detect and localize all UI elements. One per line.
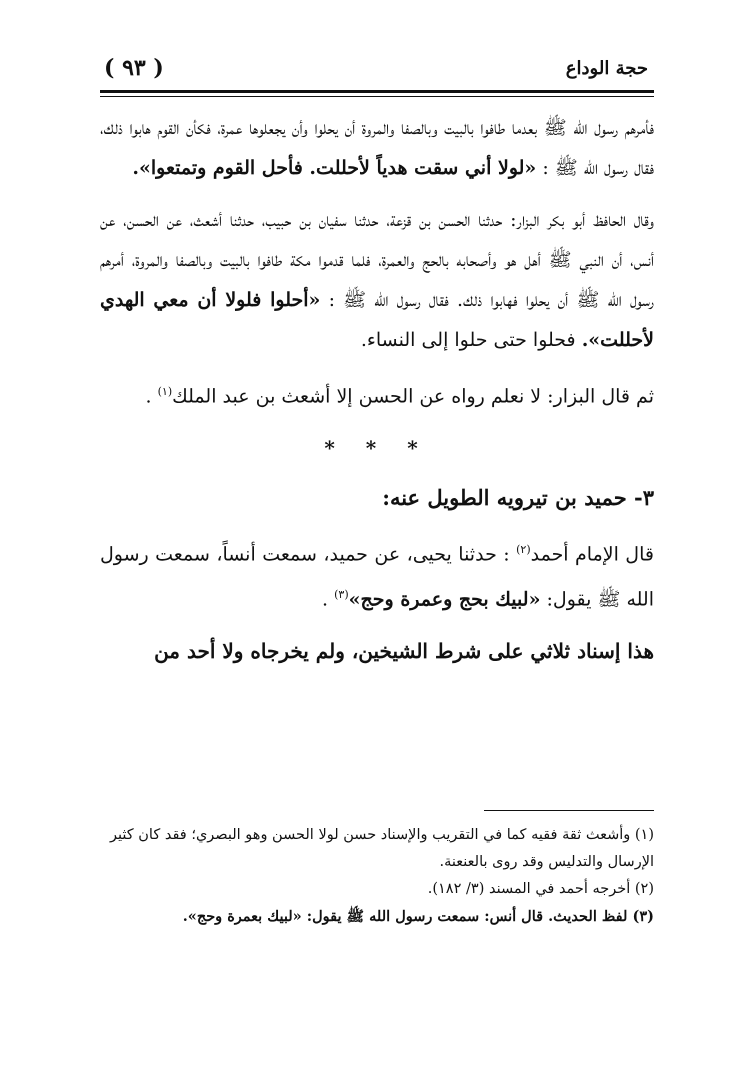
footnote-ref-2: (٢) xyxy=(516,543,531,557)
main-text xyxy=(100,108,654,683)
footnote-ref-3: (٣) xyxy=(334,587,349,601)
paragraph-4-end: . xyxy=(322,587,335,610)
paragraph-4-a: قال الإمام أحمد xyxy=(530,543,654,566)
section-separator: * * * xyxy=(324,436,430,461)
paragraph-1-quote: «لولا أني سقت هدياً لأحللت. فأحل القوم وتمتعوا». xyxy=(132,157,537,179)
running-title: حجة الوداع xyxy=(565,58,648,79)
paragraph-1 xyxy=(100,108,654,188)
paragraph-5: هذا إسناد ثلاثي على شرط الشيخين، ولم يخرجاه ولا أحد من xyxy=(154,638,654,663)
paragraph-2-text: وقال الحافظ أبو بكر البزار: حدثنا الحسن بن قزعة، حدثنا سفيان بن حبيب، حدثنا أشعث، عن الحسن، عن أنس، أن النبي ﷺ أهل هو وأصحابه بالحج والعمرة، فلما قدموا مكة طافوا بالبيت وبالصفا والمروة، أمرهم رسول الله ﷺ أن يحلوا فهابوا ذلك. فقال رسول الله ﷺ : xyxy=(100,209,654,311)
paragraph-4 xyxy=(100,530,654,619)
footnote-2: (٢) أخرجه أحمد في المسند (٣/ ١٨٢). xyxy=(427,881,654,897)
header-rule-thin xyxy=(100,96,654,97)
paragraph-4-quote: «لبيك بحج وعمرة وحج» xyxy=(348,587,541,610)
page-number: ( ٩٣ ) xyxy=(104,55,164,81)
paragraph-3 xyxy=(100,372,654,416)
paragraph-3-text: ثم قال البزار: لا نعلم رواه عن الحسن إلا أشعث بن عبد الملك xyxy=(172,385,654,408)
paragraph-2-quote: «أحلوا فلولا أن معي الهدي لأحللت». xyxy=(100,289,654,351)
paragraph-3-end: . xyxy=(145,385,158,408)
paragraph-2 xyxy=(100,200,654,360)
paragraph-2-tail: فحلوا حتى حلوا إلى النساء. xyxy=(360,329,582,351)
header-rule-thick xyxy=(100,90,654,93)
footnote-3: (٣) لفظ الحديث. قال أنس: سمعت رسول الله ﷺ يقول: «لبيك بعمرة وحج». xyxy=(182,908,654,925)
paragraph-4-b: : حدثنا يحيى، عن حميد، سمعت أنساً، سمعت رسول الله ﷺ يقول: xyxy=(100,543,654,610)
footnote-rule xyxy=(484,810,654,811)
paragraph-1-text: فأمرهم رسول الله ﷺ بعدما طافوا بالبيت وبالصفا والمروة أن يحلوا وأن يجعلوها عمرة، فكأن القوم هابوا ذلك، فقال رسول الله ﷺ : xyxy=(100,117,654,179)
footnote-1: (١) وأشعث ثقة فقيه كما في التقريب والإسناد حسن لولا الحسن وهو البصري؛ فقد كان كثير الإرسال والتدليس وقد روى بالعنعنة. xyxy=(110,827,654,870)
footnote-ref-1: (١) xyxy=(157,385,173,398)
footnotes xyxy=(100,822,654,930)
section-heading: ٣- حميد بن تيرويه الطويل عنه: xyxy=(382,485,654,511)
